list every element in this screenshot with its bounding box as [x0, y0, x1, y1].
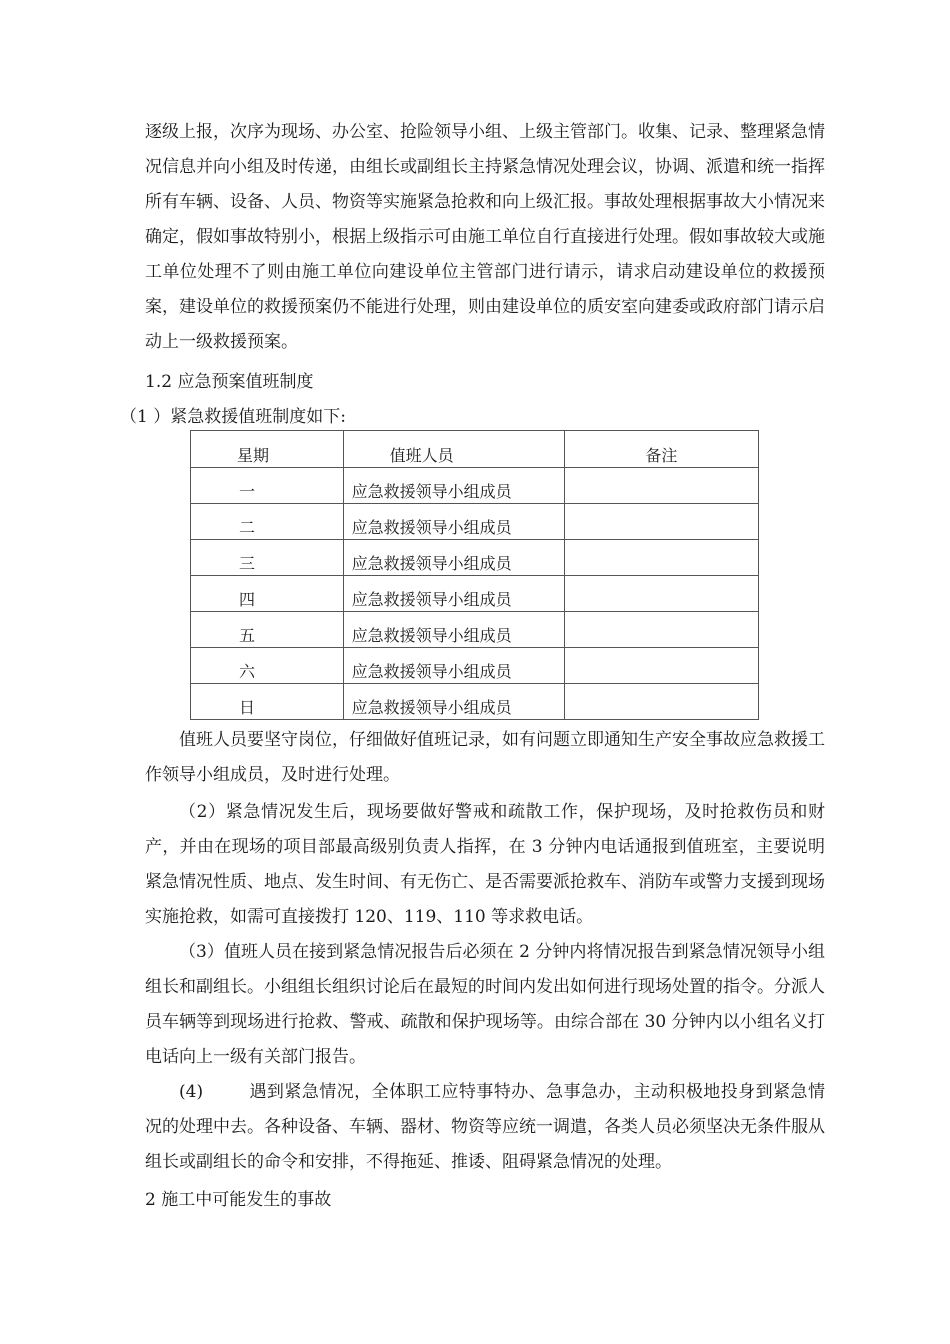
cell-weekday: 日 — [191, 684, 344, 720]
cell-duty-staff: 应急救援领导小组成员 — [343, 576, 564, 612]
cell-remarks — [564, 504, 758, 540]
cell-duty-staff: 应急救援领导小组成员 — [343, 612, 564, 648]
cell-remarks — [564, 648, 758, 684]
subheading-duty-system: （1 ）紧急救援值班制度如下: — [120, 407, 346, 427]
section-heading-1-2: 1.2 应急预案值班制度 — [145, 372, 314, 392]
item-4-text: 遇到紧急情况，全体职工应特事特办、急事急办，主动积极地投身到紧急情况的处理中去。各种设备、车辆、器材、物资等应统一调遣，各类人员必须坚决无条件服从组长或副组长的命令和安排，不得拖延、推诿、阻碍紧急情况的处理。 — [145, 1082, 825, 1172]
header-duty-staff: 值班人员 — [343, 431, 564, 468]
cell-weekday: 三 — [191, 540, 344, 576]
cell-duty-staff: 应急救援领导小组成员 — [343, 504, 564, 540]
paragraph-item-3: （3）值班人员在接到紧急情况报告后必须在 2 分钟内将情况报告到紧急情况领导小组组长和副组长。小组组长组织讨论后在最短的时间内发出如何进行现场处置的指令。分派人员车辆等到现场进行抢救、警戒、疏散和保护现场等。由综合部在 30 分钟内以小组名义打电话向上一级有关部门报告。 — [145, 942, 825, 1067]
item-4-number: (4) — [179, 1082, 204, 1102]
cell-remarks — [564, 540, 758, 576]
table-row — [191, 576, 759, 612]
table-header-row — [191, 431, 759, 468]
paragraph-item-4 — [145, 1075, 825, 1180]
table-row — [191, 540, 759, 576]
paragraph-item-2: （2）紧急情况发生后，现场要做好警戒和疏散工作，保护现场，及时抢救伤员和财产，并由在现场的项目部最高级别负责人指挥，在 3 分钟内电话通报到值班室，主要说明紧急情况性质、地点、发生时间、有无伤亡、是否需要派抢救车、消防车或警力支援到现场实施抢救，如需可直接拨打 120、119、110 等求救电话。 — [145, 802, 825, 927]
cell-duty-staff: 应急救援领导小组成员 — [343, 540, 564, 576]
cell-duty-staff: 应急救援领导小组成员 — [343, 648, 564, 684]
cell-remarks — [564, 468, 758, 504]
cell-weekday: 四 — [191, 576, 344, 612]
header-remarks: 备注 — [564, 431, 758, 468]
header-weekday: 星期 — [191, 431, 344, 468]
cell-remarks — [564, 576, 758, 612]
cell-remarks — [564, 612, 758, 648]
paragraph-duty-staff: 值班人员要坚守岗位，仔细做好值班记录，如有问题立即通知生产安全事故应急救援工作领导小组成员，及时进行处理。 — [145, 730, 825, 785]
table-row — [191, 684, 759, 720]
duty-table — [190, 430, 759, 720]
cell-duty-staff: 应急救援领导小组成员 — [343, 468, 564, 504]
cell-weekday: 六 — [191, 648, 344, 684]
table-row — [191, 648, 759, 684]
cell-weekday: 五 — [191, 612, 344, 648]
section-heading-2: 2 施工中可能发生的事故 — [145, 1190, 332, 1210]
paragraph-escalation: 逐级上报，次序为现场、办公室、抢险领导小组、上级主管部门。收集、记录、整理紧急情况信息并向小组及时传递，由组长或副组长主持紧急情况处理会议，协调、派遣和统一指挥所有车辆、设备、人员、物资等实施紧急抢救和向上级汇报。事故处理根据事故大小情况来确定，假如事故特别小，根据上级指示可由施工单位自行直接进行处理。假如事故较大或施工单位处理不了则由施工单位向建设单位主管部门进行请示，请求启动建设单位的救援预案，建设单位的救援预案仍不能进行处理，则由建设单位的质安室向建委或政府部门请示启动上一级救援预案。 — [145, 122, 825, 352]
cell-weekday: 一 — [191, 468, 344, 504]
cell-duty-staff: 应急救援领导小组成员 — [343, 684, 564, 720]
table-row — [191, 612, 759, 648]
cell-remarks — [564, 684, 758, 720]
table-row — [191, 504, 759, 540]
table-row — [191, 468, 759, 504]
cell-weekday: 二 — [191, 504, 344, 540]
